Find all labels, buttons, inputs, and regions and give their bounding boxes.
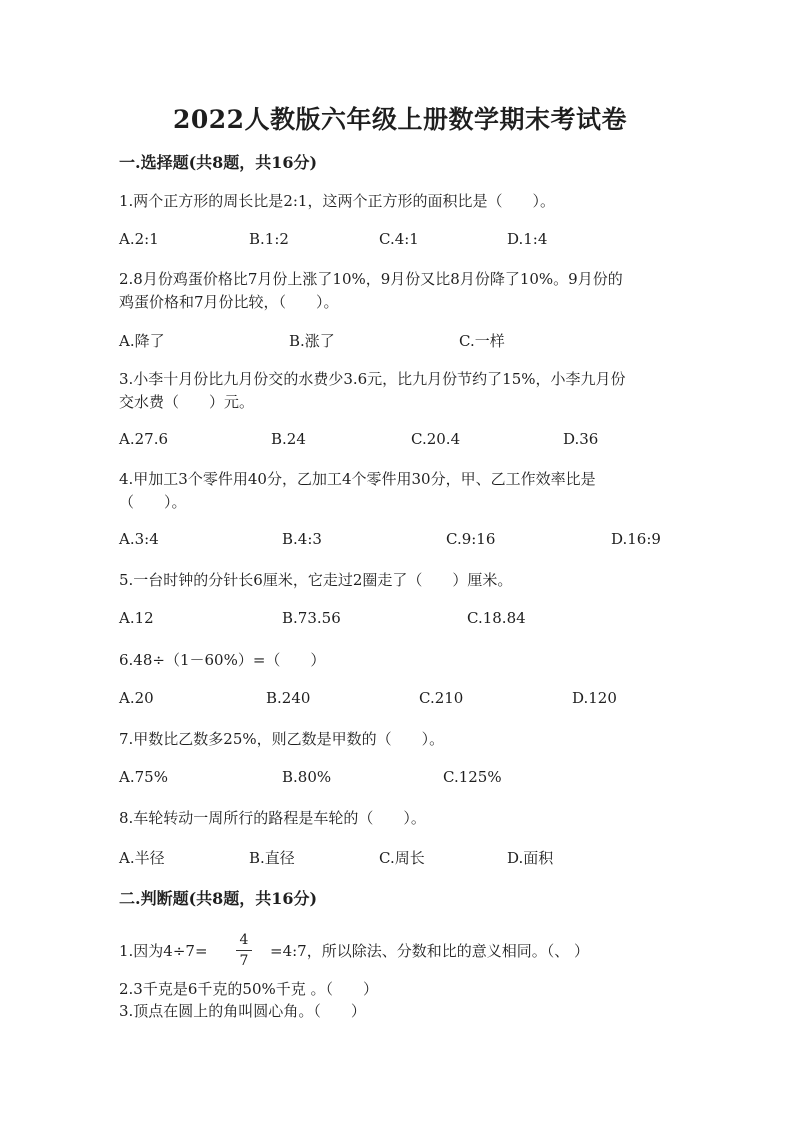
question-6-text: 6.48÷（1－60%）=（ ） [119,651,326,669]
question-6-option-d: D.120 [572,689,617,707]
question-4-option-a: A.3:4 [119,530,159,548]
fraction-numerator: 4 [236,933,252,951]
question-3-option-d: D.36 [563,430,599,448]
question-7-option-a: A.75% [119,768,168,786]
question-3-option-a: A.27.6 [119,430,168,448]
question-2-text-line1: 2.8月份鸡蛋价格比7月份上涨了10%，9月份又比8月份降了10%。9月份的 [119,270,623,288]
question-7-text: 7.甲数比乙数多25%，则乙数是甲数的（ ）。 [119,730,445,748]
question-1-option-d: D.1:4 [507,230,548,248]
question-2-text-line2: 鸡蛋价格和7月份比较，（ ）。 [119,293,339,311]
question-3-option-c: C.20.4 [411,430,461,448]
question-1-text: 1.两个正方形的周长比是2:1，这两个正方形的面积比是（ ）。 [119,192,555,210]
judgment-1-suffix: =4:7，所以除法、分数和比的意义相同。（、 ） [270,942,589,960]
question-4-option-d: D.16:9 [611,530,661,548]
judgment-2-text: 2.3千克是6千克的50%千克 。（ ） [119,980,379,998]
question-3-option-b: B.24 [271,430,306,448]
question-5-option-a: A.12 [119,609,154,627]
question-4-text-line2: （ ）。 [119,493,187,511]
fraction [236,933,252,968]
question-2-option-c: C.一样 [459,332,505,350]
question-3-text-line2: 交水费（ ）元。 [119,393,255,411]
question-7-option-b: B.80% [282,768,332,786]
question-1-option-a: A.2:1 [119,230,159,248]
question-5-text: 5.一台时钟的分针长6厘米，它走过2圈走了（ ）厘米。 [119,571,513,589]
question-2-option-b: B.涨了 [289,332,335,350]
fraction-denominator: 7 [239,953,249,969]
question-6-option-c: C.210 [419,689,464,707]
question-6-option-a: A.20 [119,689,154,707]
question-5-option-c: C.18.84 [467,609,526,627]
judgment-3-text: 3.顶点在圆上的角叫圆心角。（ ） [119,1002,366,1020]
question-8-option-c: C.周长 [379,849,425,867]
question-4-option-c: C.9:16 [446,530,496,548]
question-8-option-b: B.直径 [249,849,295,867]
judgment-1-prefix: 1.因为4÷7= [119,942,208,960]
question-8-option-d: D.面积 [507,849,554,867]
section-heading-choice: 一.选择题(共8题，共16分) [119,153,318,172]
question-4-option-b: B.4:3 [282,530,322,548]
question-1-option-b: B.1:2 [249,230,289,248]
section-heading-judgment: 二.判断题(共8题，共16分) [119,889,318,908]
page-title: 2022人教版六年级上册数学期末考试卷 [172,105,628,134]
question-5-option-b: B.73.56 [282,609,341,627]
question-2-option-a: A.降了 [119,332,165,350]
question-6-option-b: B.240 [266,689,311,707]
question-1-option-c: C.4:1 [379,230,419,248]
question-8-option-a: A.半径 [119,849,165,867]
question-3-text-line1: 3.小李十月份比九月份交的水费少3.6元，比九月份节约了15%，小李九月份 [119,370,626,388]
question-4-text-line1: 4.甲加工3个零件用40分，乙加工4个零件用30分，甲、乙工作效率比是 [119,470,596,488]
question-7-option-c: C.125% [443,768,502,786]
question-8-text: 8.车轮转动一周所行的路程是车轮的（ ）。 [119,809,426,827]
